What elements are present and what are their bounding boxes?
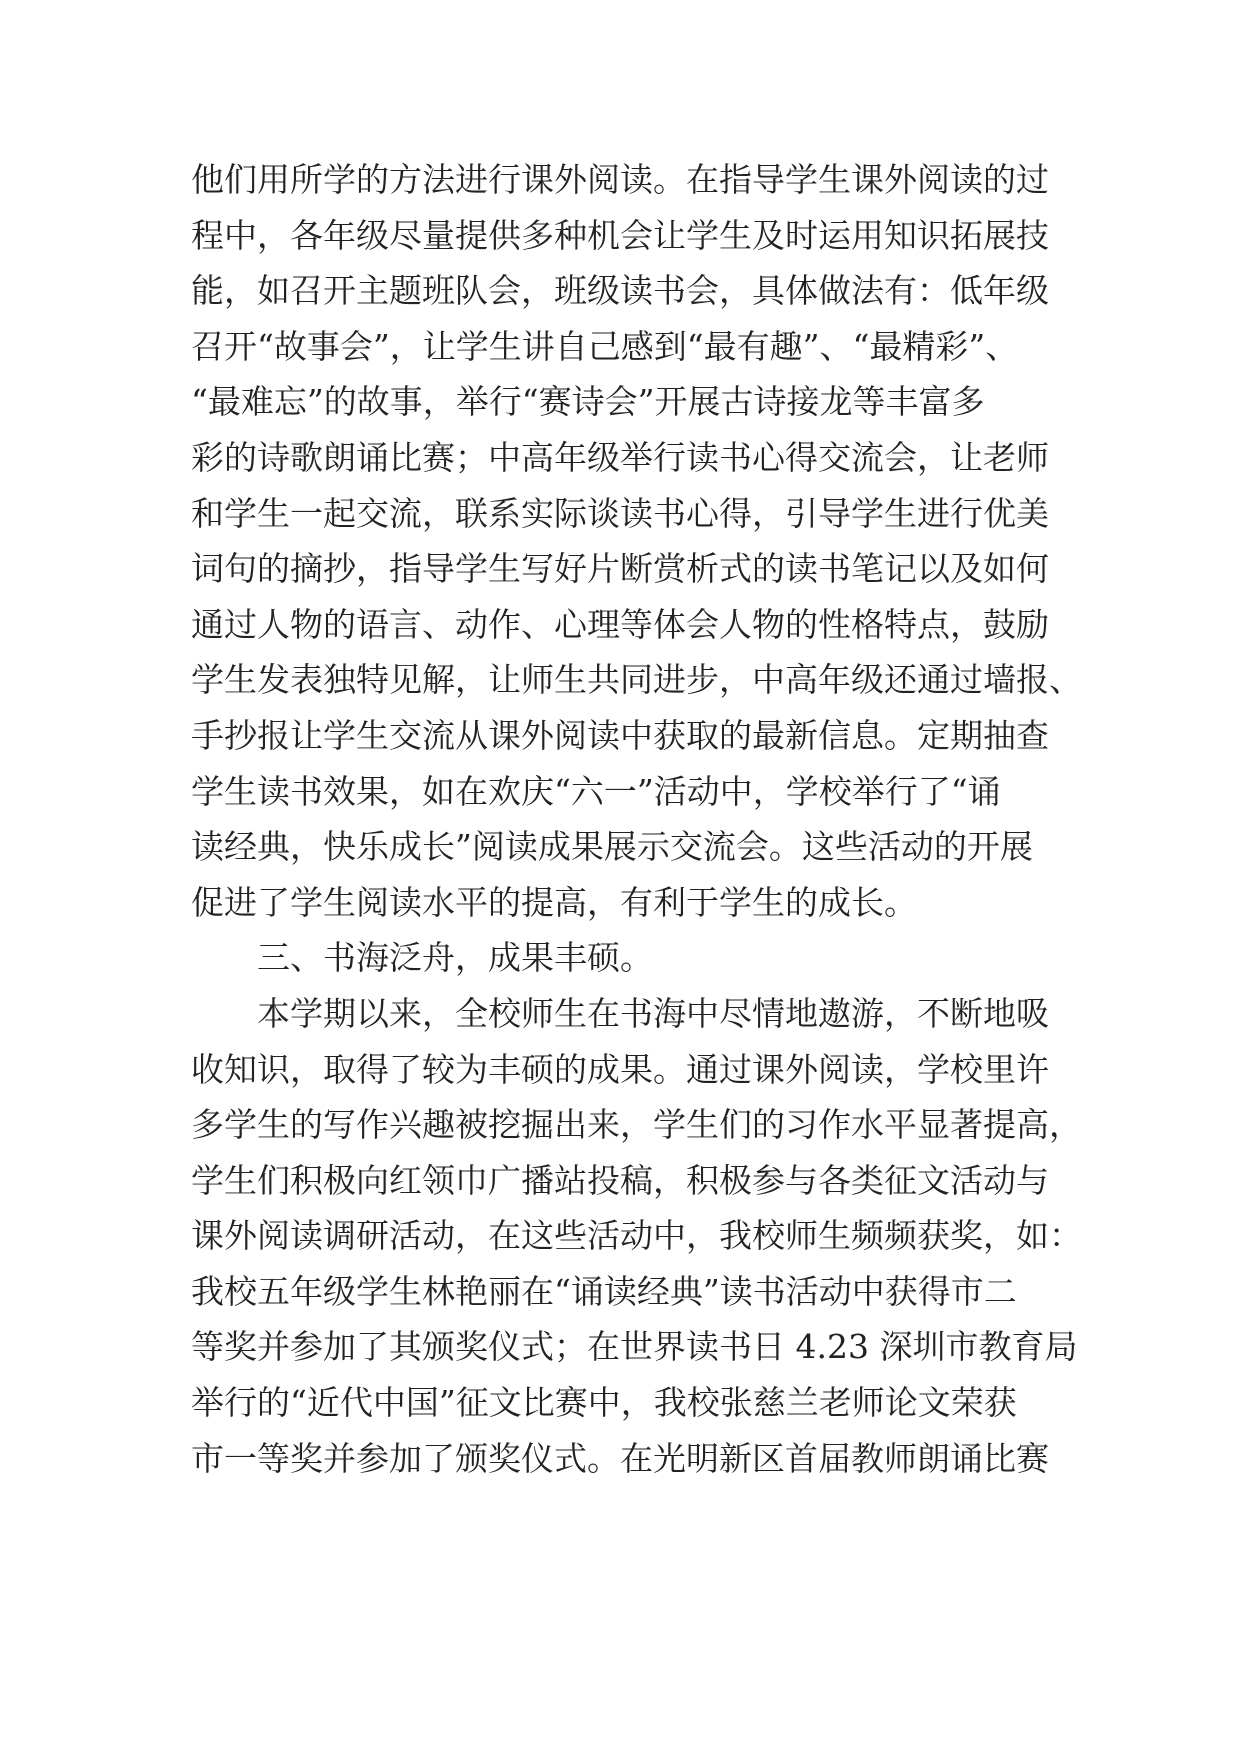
- text-line: “最难忘”的故事，举行“赛诗会”开展古诗接龙等丰富多: [191, 382, 985, 422]
- text-line: 召开“故事会”，让学生讲自己感到“最有趣”、“最精彩”、: [191, 326, 1019, 366]
- text-line: 词句的摘抄，指导学生写好片断赏析式的读书笔记以及如何: [191, 549, 1049, 589]
- text-line: 程中，各年级尽量提供多种机会让学生及时运用知识拓展技: [191, 215, 1049, 255]
- text-line: 和学生一起交流，联系实际谈读书心得，引导学生进行优美: [191, 493, 1049, 533]
- text-line: 学生们积极向红领巾广播站投稿，积极参与各类征文活动与: [191, 1160, 1049, 1200]
- text-line: 收知识，取得了较为丰硕的成果。通过课外阅读，学校里许: [191, 1049, 1049, 1089]
- text-line: 学生发表独特见解，让师生共同进步，中高年级还通过墙报、: [191, 660, 1082, 700]
- text-line: 能，如召开主题班队会，班级读书会，具体做法有：低年级: [191, 271, 1049, 311]
- text-line: 彩的诗歌朗诵比赛；中高年级举行读书心得交流会，让老师: [191, 437, 1049, 477]
- text-line: 通过人物的语言、动作、心理等体会人物的性格特点，鼓励: [191, 604, 1049, 644]
- body-text: [191, 152, 1082, 1486]
- text-line: 学生读书效果，如在欢庆“六一”活动中，学校举行了“诵: [191, 771, 1001, 811]
- text-line: 课外阅读调研活动，在这些活动中，我校师生频频获奖，如：: [191, 1216, 1082, 1256]
- text-line: 多学生的写作兴趣被挖掘出来，学生们的习作水平显著提高，: [191, 1105, 1082, 1145]
- text-line: 等奖并参加了其颁奖仪式；在世界读书日 4.23 深圳市教育局: [191, 1327, 1078, 1367]
- text-line: 促进了学生阅读水平的提高，有利于学生的成长。: [191, 882, 917, 922]
- text-line: 本学期以来，全校师生在书海中尽情地遨游，不断地吸: [257, 993, 1049, 1033]
- text-line: 我校五年级学生林艳丽在“诵读经典”读书活动中获得市二: [191, 1271, 1017, 1311]
- text-line: 手抄报让学生交流从课外阅读中获取的最新信息。定期抽查: [191, 715, 1049, 755]
- text-line: 读经典，快乐成长”阅读成果展示交流会。这些活动的开展: [191, 827, 1033, 867]
- text-line: 他们用所学的方法进行课外阅读。在指导学生课外阅读的过: [191, 160, 1049, 199]
- text-line: 举行的“近代中国”征文比赛中，我校张慈兰老师论文荣获: [191, 1383, 1017, 1423]
- text-line: 市一等奖并参加了颁奖仪式。在光明新区首届教师朗诵比赛: [191, 1438, 1049, 1478]
- section-heading: 三、书海泛舟，成果丰硕。: [257, 938, 653, 978]
